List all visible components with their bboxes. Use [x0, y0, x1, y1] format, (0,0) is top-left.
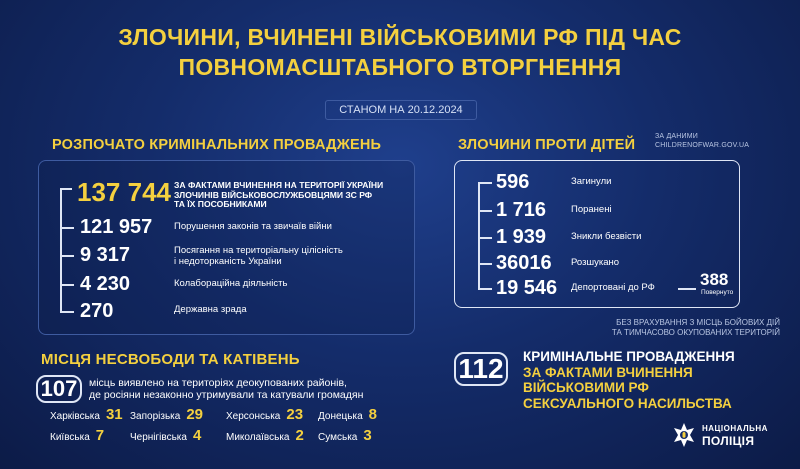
desc-line: ЗЛОЧИНІВ ВІЙСЬКОВОСЛУЖБОВЦЯМИ ЗС РФ: [174, 189, 373, 200]
returned-label: Повернуто: [701, 289, 734, 296]
region-item: [130, 429, 201, 445]
desc-line: ТА ЇХ ПОСОБНИКАМИ: [174, 199, 267, 210]
children-item-label: Поранені: [571, 204, 612, 215]
proceedings-item-label: [174, 246, 343, 267]
tick: [60, 311, 74, 313]
region-item: [50, 429, 104, 445]
region-item: [226, 429, 304, 445]
region-item: [318, 408, 377, 424]
sexual-violence-count: 112: [454, 352, 508, 386]
desc-line: де росіяни незаконно утримували та катували громадян: [89, 389, 364, 401]
proceedings-bracket: [60, 188, 62, 312]
children-item-label: Загинули: [571, 176, 612, 187]
region-value: 29: [186, 406, 203, 423]
detention-count: 107: [36, 375, 82, 403]
region-item: [130, 408, 203, 424]
proceedings-item-value: 4 230: [80, 273, 131, 295]
region-name: Київська: [50, 432, 90, 443]
note-line: БЕЗ ВРАХУВАННЯ З МІСЦЬ БОЙОВИХ ДІЙ: [616, 318, 780, 327]
sexual-violence-description: [523, 349, 735, 411]
returned-connector: [678, 288, 696, 290]
region-name: Сумська: [318, 432, 358, 443]
region-name: Запорізька: [130, 411, 181, 422]
returned-value: 388: [700, 270, 729, 289]
region-item: [318, 429, 372, 445]
region-value: 7: [95, 427, 105, 444]
children-item-value: 19 546: [496, 277, 558, 299]
logo-line-2: ПОЛІЦІЯ: [702, 434, 755, 448]
proceedings-item-label: Порушення законів та звичаїв війни: [174, 221, 332, 232]
page-title: [0, 22, 800, 82]
tick: [478, 237, 492, 239]
desc-line: СЕКСУАЛЬНОГО НАСИЛЬСТВА: [523, 395, 732, 411]
children-item-value: 36016: [496, 252, 552, 274]
proceedings-item-label: Державна зрада: [174, 304, 247, 315]
proceedings-total-value: 137 744: [77, 177, 171, 207]
tick: [60, 227, 74, 229]
region-value: 2: [295, 427, 304, 444]
desc-line: і недоторканість України: [174, 255, 282, 267]
region-value: 4: [192, 427, 202, 444]
logo-line-1: НАЦІОНАЛЬНА: [702, 424, 768, 433]
detention-description: [89, 377, 363, 401]
region-item: [226, 408, 303, 424]
tick: [478, 182, 492, 184]
region-item: [50, 408, 123, 424]
proceedings-item-value: 9 317: [80, 244, 131, 266]
proceedings-heading: РОЗПОЧАТО КРИМІНАЛЬНИХ ПРОВАДЖЕНЬ: [52, 137, 382, 153]
region-name: Миколаївська: [226, 432, 290, 443]
children-item-label: Розшукано: [571, 257, 620, 268]
children-note: [560, 318, 780, 338]
police-logo: [672, 418, 782, 452]
region-value: 31: [105, 406, 123, 423]
desc-line: КРИМІНАЛЬНЕ ПРОВАДЖЕННЯ: [523, 349, 735, 364]
children-item-value: 596: [496, 171, 530, 193]
source-line: ЗА ДАНИМИ: [655, 133, 699, 140]
children-bracket: [478, 182, 480, 289]
proceedings-item-value: 121 957: [80, 216, 153, 238]
region-name: Херсонська: [226, 411, 281, 422]
children-item-value: 1 939: [496, 226, 547, 248]
tick: [478, 288, 492, 290]
desc-line: ЗА ФАКТАМИ ВЧИНЕННЯ НА ТЕРИТОРІЇ УКРАЇНИ: [174, 180, 384, 190]
title-line-2: ПОВНОМАСШТАБНОГО ВТОРГНЕННЯ: [178, 54, 622, 80]
date-label: СТАНОМ НА 20.12.2024: [325, 100, 477, 120]
desc-line: Посягання на територіальну цілісність: [174, 245, 343, 256]
title-line-1: ЗЛОЧИНИ, ВЧИНЕНІ ВІЙСЬКОВИМИ РФ ПІД ЧАС: [118, 24, 682, 50]
tick: [478, 263, 492, 265]
desc-line: ЗА ФАКТАМИ ВЧИНЕННЯ: [523, 364, 693, 380]
proceedings-total-description: [174, 181, 383, 210]
region-name: Харківська: [50, 411, 100, 422]
region-name: Донецька: [318, 411, 363, 422]
police-badge-icon: [672, 422, 696, 448]
note-line: ТА ТИМЧАСОВО ОКУПОВАНИХ ТЕРИТОРІЙ: [611, 328, 780, 337]
children-item-label: Депортовані до РФ: [571, 282, 655, 293]
region-value: 3: [363, 427, 372, 444]
detention-heading: МІСЦЯ НЕСВОБОДИ ТА КАТІВЕНЬ: [41, 351, 300, 368]
proceedings-item-label: Колабораційна діяльність: [174, 278, 288, 289]
tick: [60, 284, 74, 286]
children-item-value: 1 716: [496, 199, 547, 221]
children-source: [655, 133, 749, 150]
desc-line: місць виявлено на територіях деокупованих районів,: [89, 377, 347, 389]
children-item-label: Зникли безвісти: [571, 231, 642, 242]
region-name: Чернігівська: [130, 432, 187, 443]
tick: [478, 210, 492, 212]
region-value: 23: [286, 406, 304, 423]
region-value: 8: [368, 406, 377, 423]
desc-line: ВІЙСЬКОВИМИ РФ: [523, 380, 649, 395]
proceedings-item-value: 270: [80, 300, 114, 322]
tick: [60, 255, 74, 257]
children-heading: ЗЛОЧИНИ ПРОТИ ДІТЕЙ: [458, 137, 636, 153]
tick: [60, 188, 72, 190]
source-line: CHILDRENOFWAR.GOV.UA: [655, 141, 750, 149]
